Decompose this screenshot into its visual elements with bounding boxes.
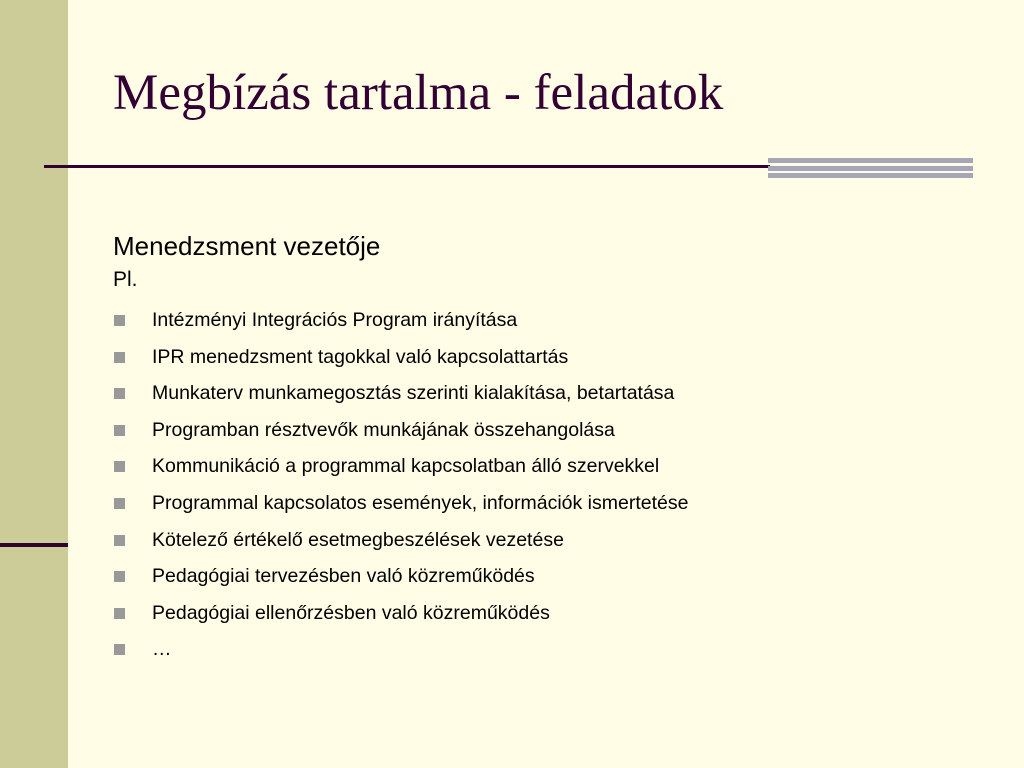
square-bullet-icon — [114, 571, 125, 582]
list-item: IPR menedzsment tagokkal való kapcsolattartás — [113, 339, 993, 376]
square-bullet-icon — [114, 535, 125, 546]
left-decorative-band — [0, 0, 68, 768]
square-bullet-icon — [114, 425, 125, 436]
slide-title: Megbízás tartalma - feladatok — [113, 65, 724, 121]
square-bullet-icon — [114, 315, 125, 326]
list-item: Pedagógiai tervezésben való közreműködés — [113, 558, 993, 595]
list-item: Munkaterv munkamegosztás szerinti kialakítása, betartatása — [113, 375, 993, 412]
square-bullet-icon — [114, 461, 125, 472]
title-underline-rule — [44, 165, 770, 168]
square-bullet-icon — [114, 388, 125, 399]
square-bullet-icon — [114, 644, 125, 655]
slide-body — [113, 228, 993, 668]
list-item: Programmal kapcsolatos események, információk ismertetése — [113, 485, 993, 522]
list-item: Intézményi Integrációs Program irányítása — [113, 302, 993, 339]
list-item: … — [113, 631, 993, 668]
square-bullet-icon — [114, 608, 125, 619]
list-item: Pedagógiai ellenőrzésben való közreműködés — [113, 595, 993, 632]
left-band-accent-line — [0, 543, 68, 547]
section-subtitle: Menedzsment vezetője — [113, 231, 381, 261]
square-bullet-icon — [114, 498, 125, 509]
title-rule-accent — [768, 158, 973, 178]
bullet-list — [113, 302, 993, 668]
list-item: Kötelező értékelő esetmegbeszélések vezetése — [113, 522, 993, 559]
lead-text: Pl. — [113, 268, 138, 291]
list-item: Kommunikáció a programmal kapcsolatban álló szervekkel — [113, 448, 993, 485]
square-bullet-icon — [114, 352, 125, 363]
list-item: Programban résztvevők munkájának összehangolása — [113, 412, 993, 449]
